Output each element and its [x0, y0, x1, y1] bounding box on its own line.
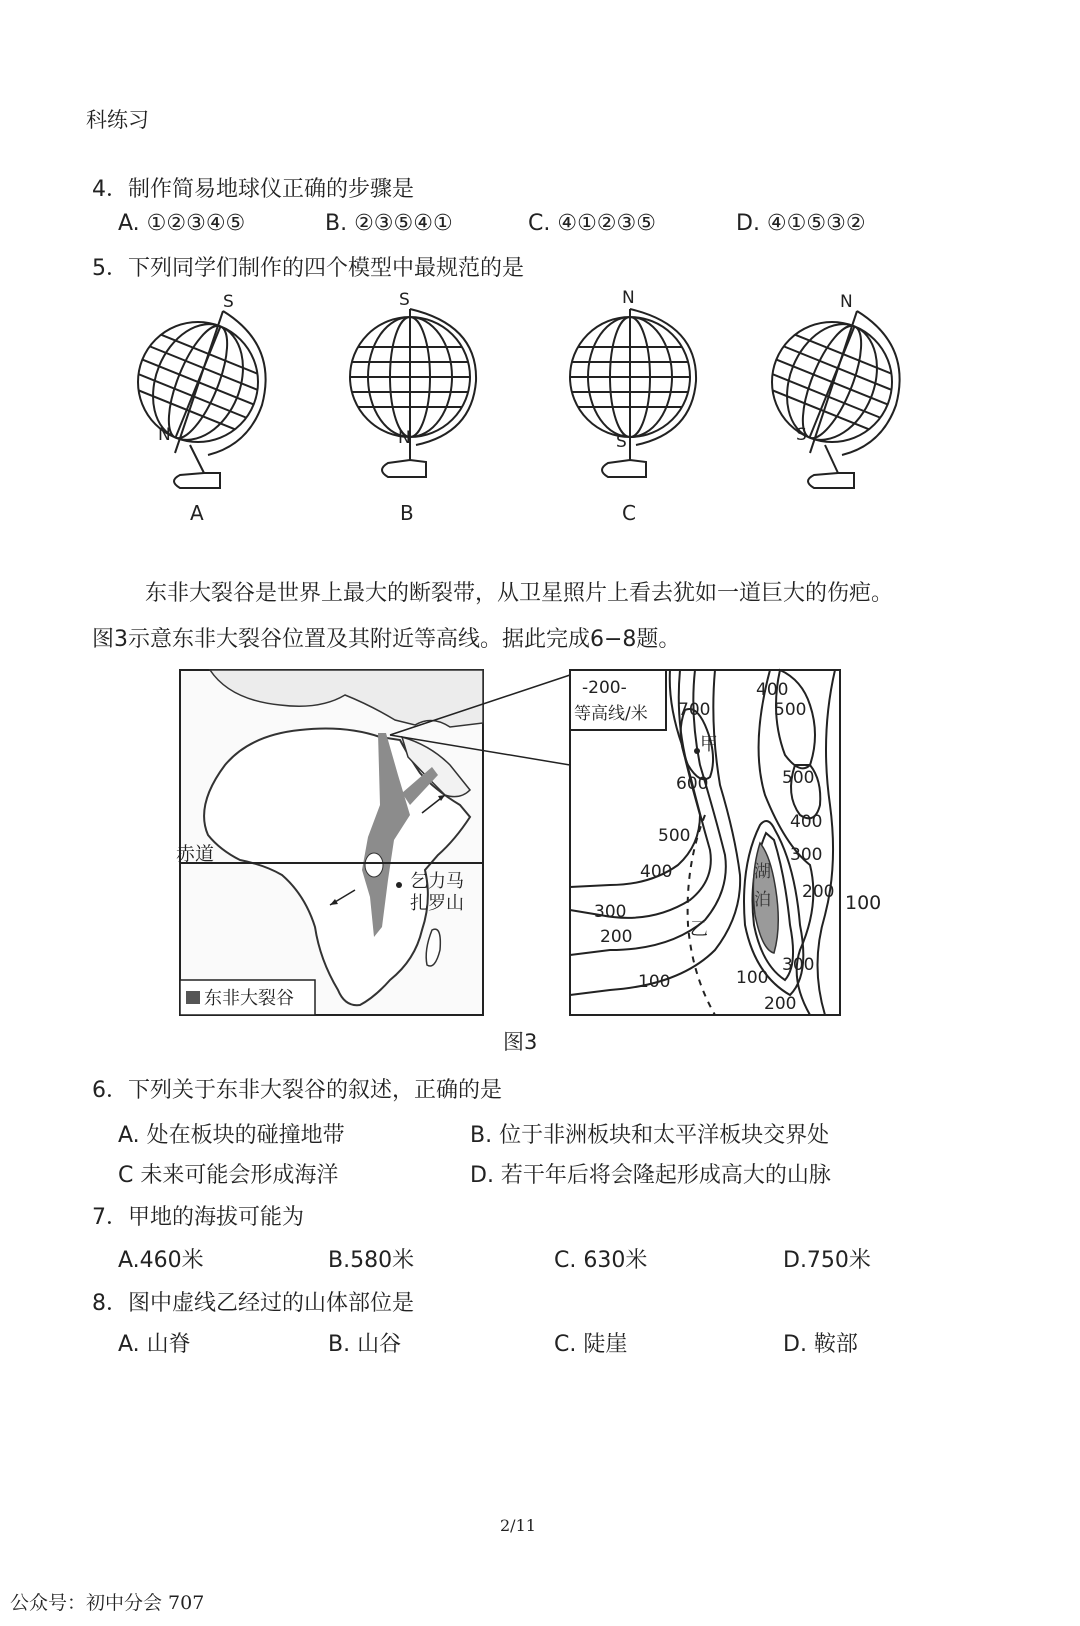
globe-c-bottom-pole: S	[616, 432, 627, 452]
q7-option-b: B.580米	[328, 1248, 415, 1273]
contour-label-300-right: 300	[790, 845, 823, 865]
figure-caption: 图3	[503, 1030, 538, 1054]
contour-label-200-right: 200	[802, 882, 835, 902]
contour-label-700: 700	[678, 700, 711, 720]
globe-b	[350, 309, 476, 477]
africa-map	[180, 670, 570, 1015]
q7-option-d: D.750米	[783, 1248, 871, 1273]
globe-c	[570, 309, 696, 477]
q6-option-c: C 未来可能会形成海洋	[118, 1163, 339, 1188]
contour-label-200-bottom: 200	[764, 994, 797, 1014]
kilimanjaro-label-1: 乞力马	[410, 871, 464, 892]
subject-header: 科练习	[86, 108, 149, 132]
globe-a-top-pole: S	[223, 292, 234, 312]
contour-label-500-left: 500	[658, 826, 691, 846]
contour-label-jia: 甲	[700, 734, 718, 755]
q8-option-d: D. 鞍部	[783, 1332, 858, 1357]
globe-a-bottom-pole: N	[158, 425, 171, 445]
q6-option-b: B. 位于非洲板块和太平洋板块交界处	[470, 1123, 830, 1148]
q8-option-b: B. 山谷	[328, 1332, 402, 1357]
globe-c-label: C	[622, 501, 636, 525]
contour-label-200-left: 200	[600, 927, 633, 947]
figure-3	[170, 665, 882, 1025]
contour-label-600: 600	[676, 774, 709, 794]
q8-option-a: A. 山脊	[118, 1332, 191, 1357]
page-number: 2/11	[500, 1516, 536, 1535]
contour-label-100-lake: 100	[736, 968, 769, 988]
q6-option-d: D. 若干年后将会隆起形成高大的山脉	[470, 1163, 831, 1188]
contour-label-300-left: 300	[594, 902, 627, 922]
contour-label-300-bottom: 300	[782, 955, 815, 975]
q5-stem: 5．下列同学们制作的四个模型中最规范的是	[92, 256, 524, 281]
q4-option-a: A. ①②③④⑤	[118, 211, 246, 236]
globe-d	[754, 304, 910, 488]
contour-label-100-left: 100	[638, 972, 671, 992]
q4-stem: 4．制作简易地球仪正确的步骤是	[92, 177, 414, 202]
q8-stem: 8．图中虚线乙经过的山体部位是	[92, 1291, 414, 1316]
globe-b-label: B	[400, 501, 414, 525]
contour-label-400-top: 400	[756, 680, 789, 700]
rift-legend-label: 东非大裂谷	[204, 988, 294, 1009]
contour-label-500-top: 500	[774, 700, 807, 720]
q4-option-c: C. ④①②③⑤	[528, 211, 656, 236]
q7-stem: 7．甲地的海拔可能为	[92, 1205, 304, 1230]
globe-d-bottom-pole: S	[796, 425, 807, 445]
globe-a	[120, 304, 276, 488]
q6-option-a: A. 处在板块的碰撞地带	[118, 1123, 345, 1148]
contour-label-yi: 乙	[690, 919, 708, 940]
equator-label: 赤道	[176, 843, 215, 865]
globe-c-top-pole: N	[622, 288, 635, 308]
globe-a-label: A	[190, 501, 204, 525]
contour-label-400-left: 400	[640, 862, 673, 882]
passage-line-1: 东非大裂谷是世界上最大的断裂带，从卫星照片上看去犹如一道巨大的伤疤。	[145, 581, 894, 606]
footer-account: 公众号：初中分会 707	[10, 1592, 205, 1614]
contour-label-100-outside: 100	[845, 892, 882, 914]
contour-label-400-right: 400	[790, 812, 823, 832]
lake-label-1: 湖	[754, 862, 771, 882]
q8-option-c: C. 陡崖	[554, 1332, 628, 1357]
globe-b-top-pole: S	[399, 290, 410, 310]
q4-option-d: D. ④①⑤③②	[736, 211, 866, 236]
q7-option-a: A.460米	[118, 1248, 204, 1273]
q4-option-b: B. ②③⑤④①	[325, 211, 453, 236]
contour-legend-value: -200-	[582, 678, 627, 698]
passage-line-2: 图3示意东非大裂谷位置及其附近等高线。据此完成6−8题。	[92, 627, 681, 652]
contour-label-500-right: 500	[782, 768, 815, 788]
globe-d-top-pole: N	[840, 292, 853, 312]
globe-models	[120, 285, 940, 530]
kilimanjaro-label-2: 扎罗山	[410, 893, 464, 914]
q7-option-c: C. 630米	[554, 1248, 648, 1273]
contour-legend-unit: 等高线/米	[574, 704, 648, 724]
lake-label-2: 泊	[754, 890, 771, 910]
q6-stem: 6．下列关于东非大裂谷的叙述，正确的是	[92, 1078, 502, 1103]
globe-b-bottom-pole: N	[398, 428, 411, 448]
